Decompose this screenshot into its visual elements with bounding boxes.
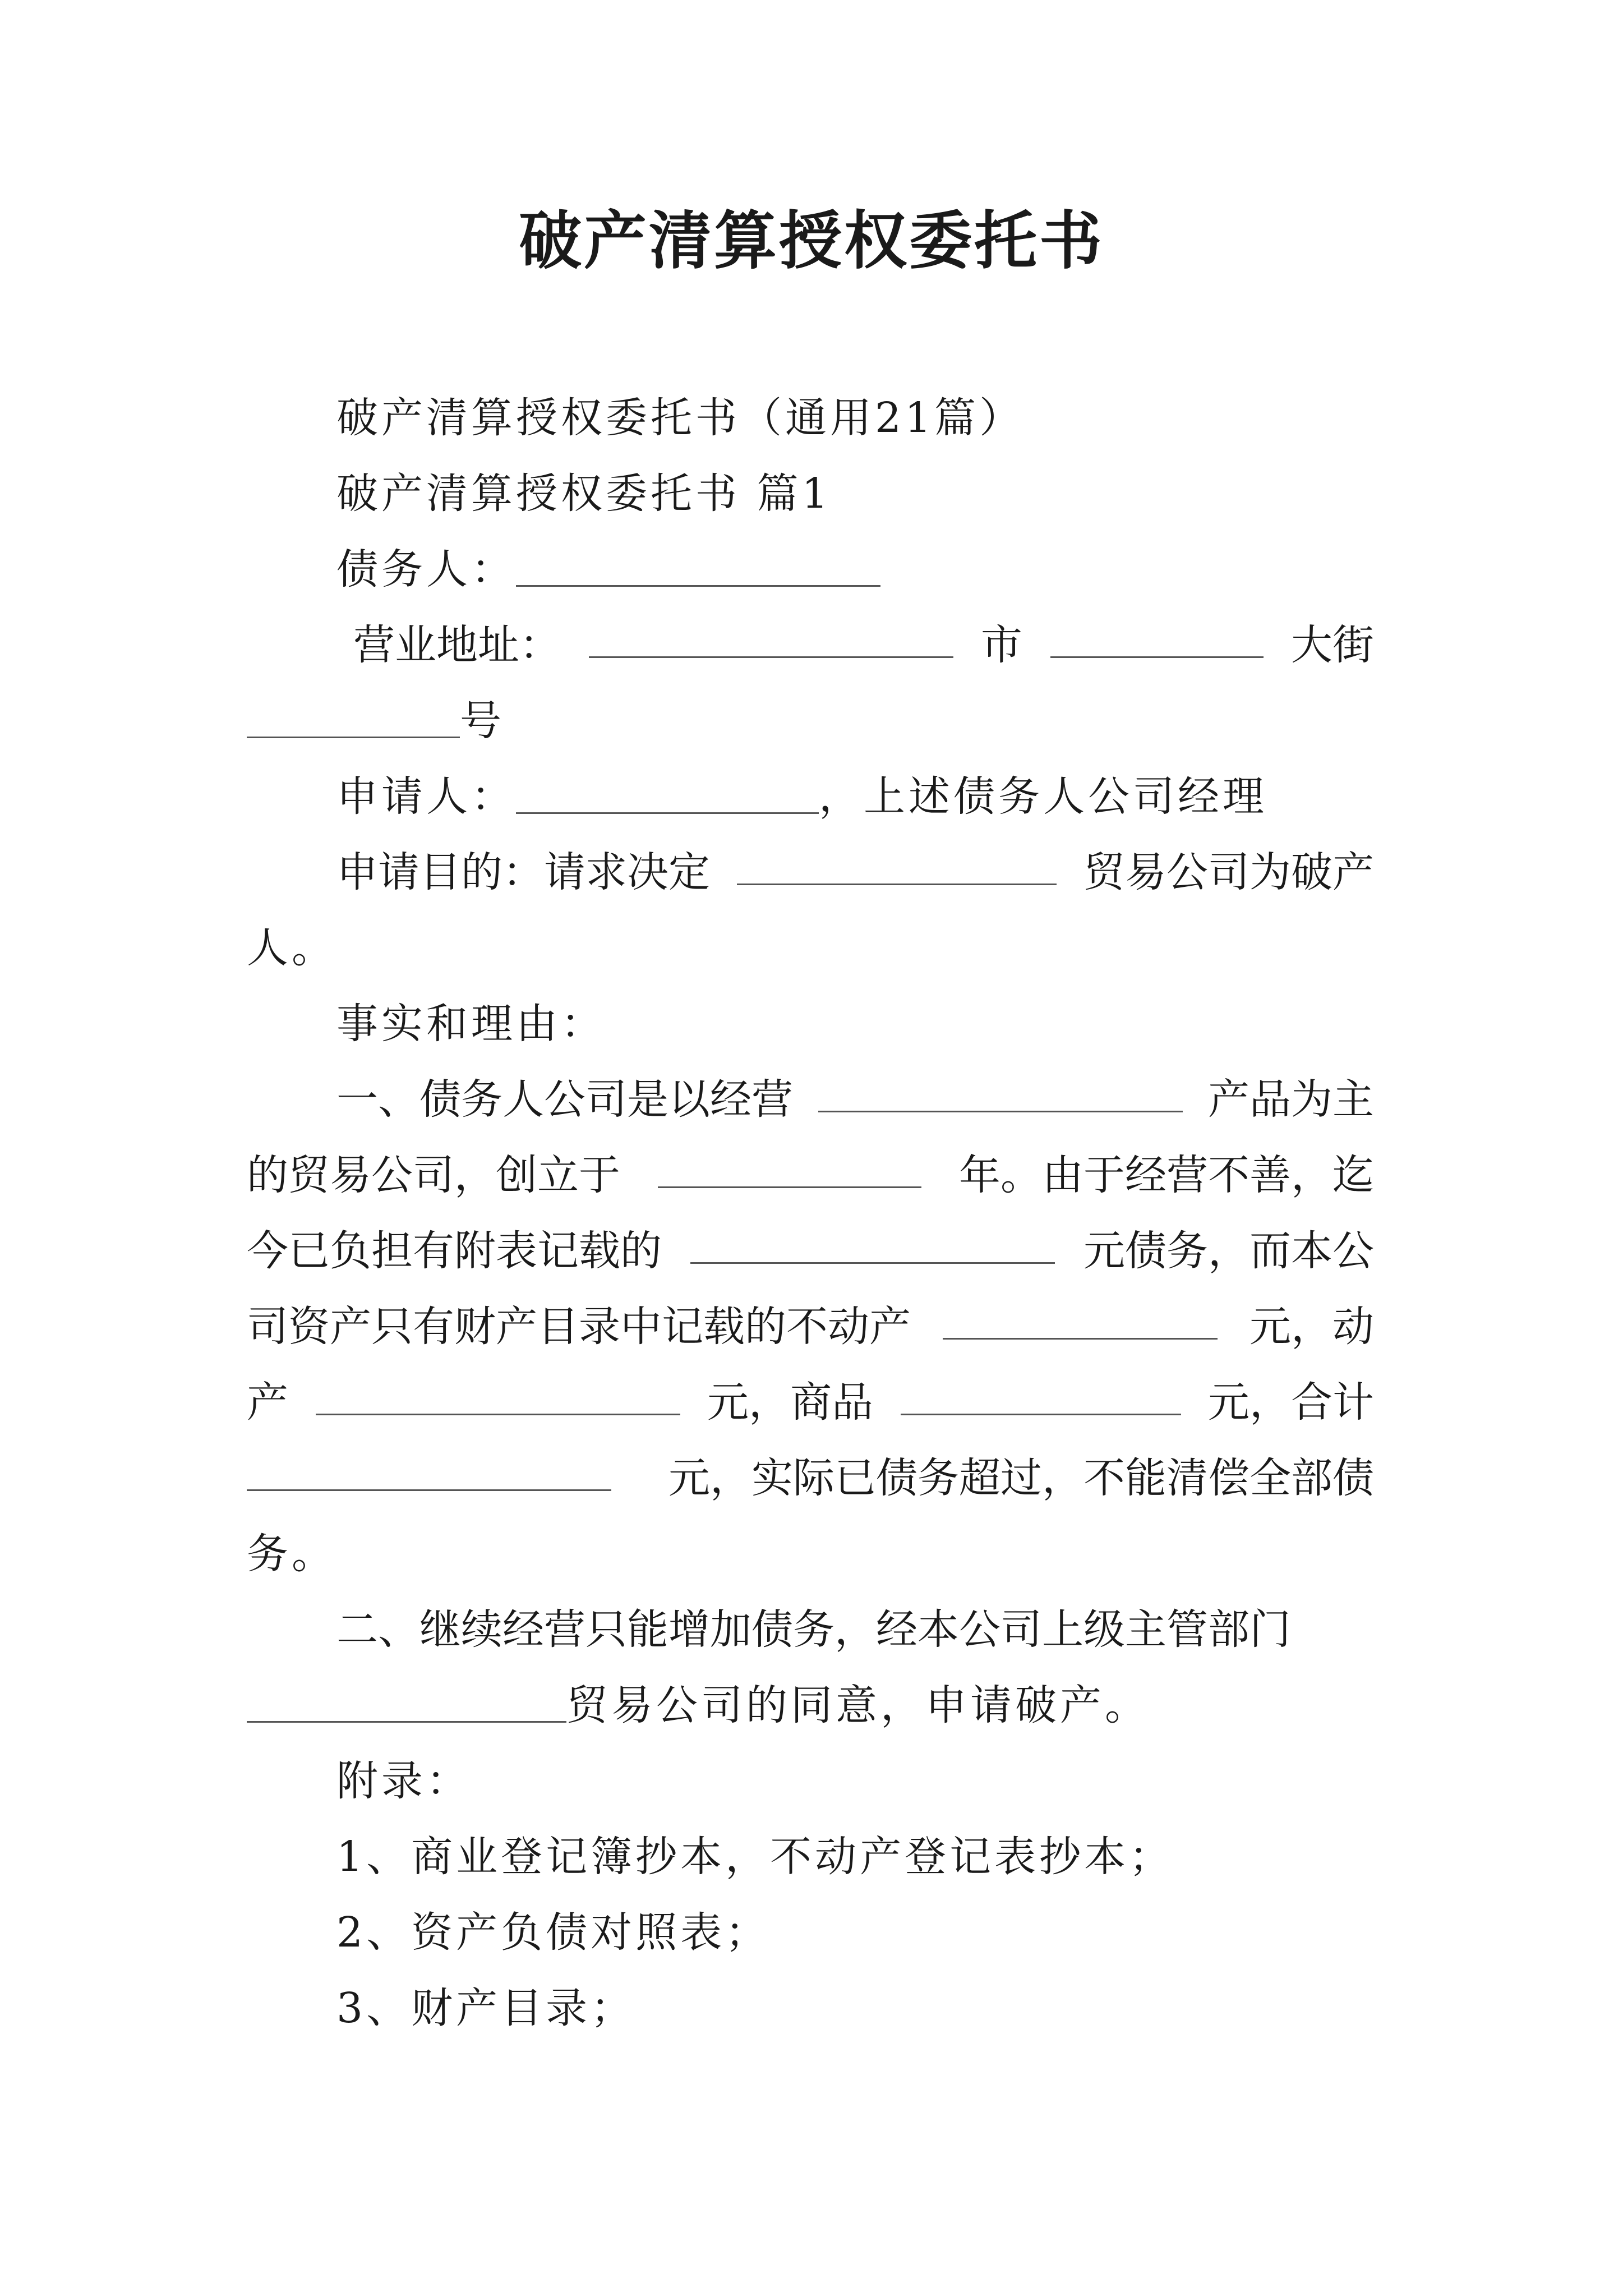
fact-1-line-7: 务。 <box>247 1530 336 1578</box>
fact-1-text-h: 元，动 <box>1249 1303 1374 1351</box>
movable-property-blank <box>316 1374 680 1415</box>
debt-amount-blank <box>690 1223 1055 1264</box>
appendix-item-3: 3、财产目录； <box>336 1984 636 2032</box>
product-blank <box>818 1071 1183 1112</box>
founded-year-blank <box>658 1147 921 1188</box>
street-label: 大街 <box>1291 621 1374 669</box>
section-heading: 破产清算授权委托书 篇1 <box>336 470 832 518</box>
fact-2-line-1 <box>336 1602 1374 1658</box>
fact-1-text-i: 产 <box>247 1378 288 1427</box>
fact-2-text-a: 二、继续经营只能增加债务，经本公司上级主管部门 <box>336 1605 1291 1654</box>
debtor-blank <box>516 546 880 587</box>
fact-1-text-k: 元，合计 <box>1208 1378 1374 1427</box>
authority-blank <box>247 1682 566 1723</box>
fact-1-line-3 <box>247 1223 1374 1279</box>
purpose-label: 申请目的：请求决定 <box>336 848 710 896</box>
purpose-line-cont: 人。 <box>247 924 336 972</box>
address-blank-1 <box>589 617 953 658</box>
address-blank-2 <box>1050 617 1264 658</box>
fact-1-line-1 <box>336 1071 1374 1128</box>
address-label: 营业地址： <box>353 621 561 669</box>
fact-1-line-5 <box>247 1374 1374 1430</box>
total-blank <box>247 1450 611 1491</box>
fact-1-line-2 <box>247 1147 1374 1203</box>
goods-blank <box>901 1374 1181 1415</box>
fact-2-line-2 <box>247 1677 1150 1733</box>
fact-1-text-e: 今已负担有附表记载的 <box>247 1227 662 1275</box>
number-label: 号 <box>460 697 505 745</box>
fact-2-text-b: 贸易公司的同意，申请破产。 <box>566 1681 1150 1729</box>
appendix-item-1: 1、商业登记簿抄本，不动产登记表抄本； <box>336 1833 1174 1881</box>
debtor-line <box>336 541 880 597</box>
purpose-blank <box>737 844 1057 885</box>
fact-1-text-j: 元，商品 <box>707 1378 873 1427</box>
debtor-label: 债务人： <box>336 545 516 593</box>
city-label: 市 <box>981 621 1022 669</box>
applicant-role: ，上述债务人公司经理 <box>819 772 1267 821</box>
applicant-blank <box>516 773 819 814</box>
fact-1-text-b: 产品为主 <box>1208 1075 1374 1124</box>
applicant-label: 申请人： <box>336 772 516 821</box>
applicant-line <box>336 769 1267 825</box>
address-line <box>353 617 1374 673</box>
fact-1-text-c: 的贸易公司，创立于 <box>247 1151 620 1199</box>
subtitle: 破产清算授权委托书（通用21篇） <box>336 394 1025 442</box>
fact-1-text-a: 一、债务人公司是以经营 <box>336 1075 793 1124</box>
fact-1-text-g: 司资产只有财产目录中记载的不动产 <box>247 1303 911 1351</box>
address-line-cont <box>247 693 505 749</box>
fact-1-text-d: 年。由于经营不善，迄 <box>959 1151 1374 1199</box>
fact-1-line-4 <box>247 1299 1374 1355</box>
appendix-heading: 附录： <box>336 1757 471 1805</box>
purpose-text: 贸易公司为破产 <box>1083 848 1374 896</box>
fact-1-text-l: 元，实际已债务超过，不能清偿全部债 <box>668 1454 1374 1502</box>
purpose-line <box>336 844 1374 900</box>
fact-1-line-6 <box>247 1450 1374 1506</box>
real-estate-blank <box>943 1299 1218 1340</box>
document-title: 破产清算授权委托书 <box>519 204 1104 278</box>
appendix-item-2: 2、资产负债对照表； <box>336 1908 771 1957</box>
fact-1-text-f: 元债务，而本公 <box>1083 1227 1374 1275</box>
facts-heading: 事实和理由： <box>336 1000 606 1048</box>
address-blank-3 <box>247 697 460 738</box>
